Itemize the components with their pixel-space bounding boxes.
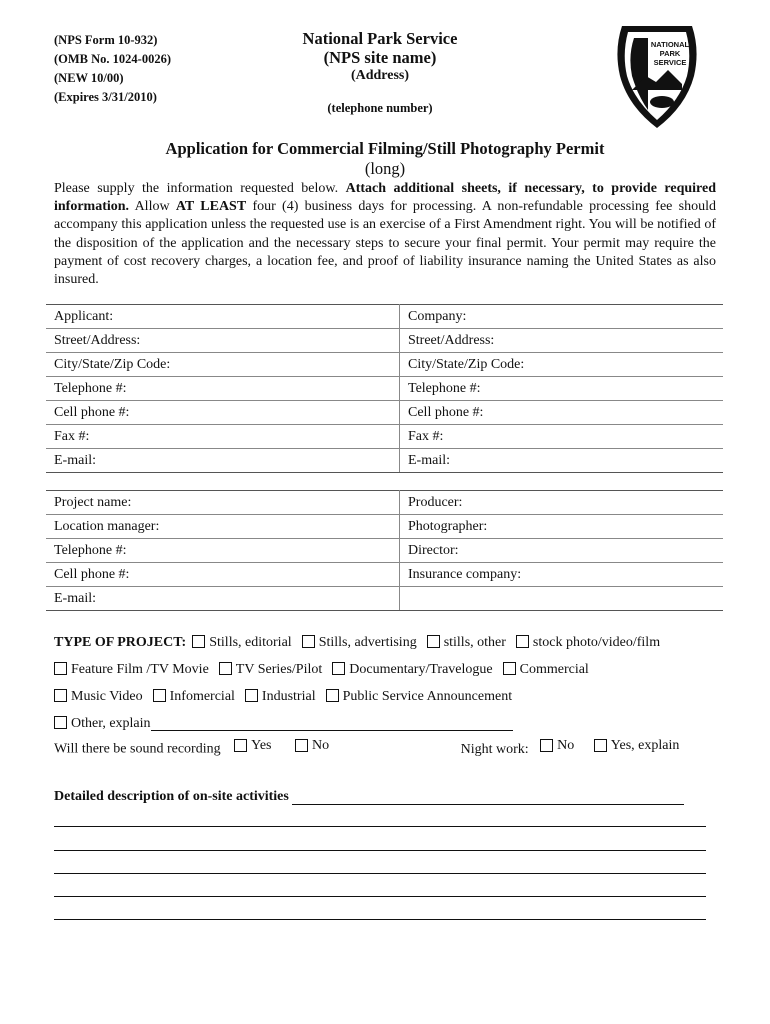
option-label: Stills, editorial: [209, 634, 292, 650]
right-field[interactable]: [400, 587, 724, 611]
project-row-1: [54, 629, 744, 656]
sound-night-row: [54, 738, 754, 758]
night-yes[interactable]: [594, 738, 680, 754]
checkbox[interactable]: [427, 635, 440, 648]
option-label: Commercial: [519, 661, 589, 677]
table-row: [46, 587, 723, 611]
checkbox[interactable]: [295, 739, 308, 752]
form-meta: [54, 31, 171, 107]
option-label: Stills, advertising: [318, 634, 417, 650]
nps-arrowhead-logo: [612, 20, 702, 132]
checkbox[interactable]: [516, 635, 529, 648]
agency-name: National Park Service: [302, 29, 458, 48]
option-label: stock photo/video/film: [532, 634, 661, 650]
intro-part-1: Please supply the information requested below.: [54, 181, 339, 196]
option-infomercial[interactable]: [153, 689, 235, 705]
checkbox[interactable]: [594, 739, 607, 752]
table-row: [46, 491, 723, 515]
checkbox[interactable]: [332, 662, 345, 675]
option-label: Other, explain: [71, 715, 151, 731]
revision: (NEW 10/00): [54, 71, 124, 85]
option-stills-other[interactable]: [427, 635, 506, 651]
checkbox[interactable]: [245, 689, 258, 702]
checkbox[interactable]: [234, 739, 247, 752]
right-field[interactable]: Company:: [400, 305, 724, 329]
option-stock[interactable]: [516, 635, 660, 651]
left-field[interactable]: Applicant:: [46, 305, 400, 329]
left-field[interactable]: Telephone #:: [46, 377, 400, 401]
option-industrial[interactable]: [245, 689, 316, 705]
left-field[interactable]: Telephone #:: [46, 539, 400, 563]
table-row: [46, 401, 723, 425]
type-of-project-label: TYPE OF PROJECT:: [54, 634, 187, 650]
table-row: [46, 425, 723, 449]
option-stills-editorial[interactable]: [192, 635, 291, 651]
option-label: No: [311, 738, 330, 753]
left-field[interactable]: Cell phone #:: [46, 401, 400, 425]
right-field[interactable]: Photographer:: [400, 515, 724, 539]
option-label: Yes, explain: [610, 738, 680, 753]
checkbox[interactable]: [219, 662, 232, 675]
right-field[interactable]: City/State/Zip Code:: [400, 353, 724, 377]
description-label-text: Detailed description of on-site activities: [54, 789, 289, 804]
option-label: Documentary/Travelogue: [349, 661, 493, 677]
address: (Address): [350, 68, 410, 83]
logo-line-3: SERVICE: [653, 58, 687, 67]
checkbox[interactable]: [153, 689, 166, 702]
left-field[interactable]: City/State/Zip Code:: [46, 353, 400, 377]
logo-line-1: NATIONAL: [650, 40, 690, 49]
right-field[interactable]: Fax #:: [400, 425, 724, 449]
option-stills-advertising[interactable]: [302, 635, 417, 651]
option-label: TV Series/Pilot: [235, 661, 323, 677]
checkbox[interactable]: [192, 635, 205, 648]
option-label: stills, other: [443, 634, 506, 650]
logo-line-2: PARK: [659, 49, 681, 58]
checkbox[interactable]: [540, 739, 553, 752]
table-row: [46, 377, 723, 401]
description-line[interactable]: [54, 826, 706, 827]
table-row: [46, 563, 723, 587]
checkbox[interactable]: [54, 662, 67, 675]
option-documentary[interactable]: [332, 662, 492, 678]
description-line[interactable]: [54, 919, 706, 920]
description-first-line[interactable]: [292, 790, 684, 805]
left-field[interactable]: Fax #:: [46, 425, 400, 449]
left-field[interactable]: E-mail:: [46, 449, 400, 473]
project-row-4: [54, 710, 744, 737]
left-field[interactable]: Location manager:: [46, 515, 400, 539]
table-row: [46, 305, 723, 329]
table-row: [46, 515, 723, 539]
type-of-project: [54, 629, 744, 737]
right-field[interactable]: Insurance company:: [400, 563, 724, 587]
table-row: [46, 353, 723, 377]
right-field[interactable]: Producer:: [400, 491, 724, 515]
night-no[interactable]: [540, 738, 574, 754]
form-number: (NPS Form 10-932): [54, 33, 158, 47]
night-work-label: Night work:: [460, 741, 529, 757]
project-table: [46, 490, 723, 611]
option-label: Music Video: [71, 688, 143, 704]
right-field[interactable]: Director:: [400, 539, 724, 563]
intro-part-5: four (4) business days for processing. A non-refundable processing fee should accompany this application unless the requested use is an exercise of a First Amendment right. You will be notified of the disposition of the application and the necessary steps to secure your final permit. Your permit may require the payment of cost recovery charges, a location fee, and proof of liability insurance naming the United States as also insured.: [54, 199, 717, 288]
form-subtitle: (long): [364, 159, 406, 178]
checkbox[interactable]: [54, 689, 67, 702]
sound-yes[interactable]: [234, 738, 271, 754]
option-label: Feature Film /TV Movie: [71, 661, 209, 677]
option-label: No: [557, 738, 575, 753]
option-label: Industrial: [261, 688, 316, 704]
left-field[interactable]: Cell phone #:: [46, 563, 400, 587]
checkbox[interactable]: [302, 635, 315, 648]
sound-no[interactable]: [295, 738, 329, 754]
applicant-table: [46, 304, 723, 473]
description-line[interactable]: [54, 850, 706, 851]
option-music-video[interactable]: [54, 689, 143, 705]
option-tv-series[interactable]: [219, 662, 322, 678]
option-other[interactable]: [54, 716, 151, 732]
option-label: Yes: [251, 738, 272, 753]
checkbox[interactable]: [503, 662, 516, 675]
description-line[interactable]: [54, 896, 706, 897]
right-field[interactable]: Cell phone #:: [400, 401, 724, 425]
checkbox[interactable]: [326, 689, 339, 702]
project-row-2: [54, 656, 744, 683]
site-name: (NPS site name): [323, 48, 437, 67]
intro-part-4: AT LEAST: [175, 199, 247, 215]
expires: (Expires 3/31/2010): [54, 90, 157, 104]
other-explain-field[interactable]: [151, 716, 513, 731]
sound-question: Will there be sound recording: [54, 741, 221, 757]
right-field[interactable]: E-mail:: [400, 449, 724, 473]
intro-part-2: Attach additional sheets, if necessary, to provide required information.: [54, 181, 717, 215]
description-label: [54, 789, 684, 805]
right-field[interactable]: Street/Address:: [400, 329, 724, 353]
right-field[interactable]: Telephone #:: [400, 377, 724, 401]
checkbox[interactable]: [54, 716, 67, 729]
table-row: [46, 449, 723, 473]
left-field[interactable]: Project name:: [46, 491, 400, 515]
telephone: (telephone number): [327, 101, 433, 115]
option-label: Infomercial: [169, 688, 235, 704]
description-line[interactable]: [54, 873, 706, 874]
option-commercial[interactable]: [503, 662, 589, 678]
omb-number: (OMB No. 1024-0026): [54, 52, 171, 66]
intro-paragraph: [54, 180, 716, 289]
left-field[interactable]: E-mail:: [46, 587, 400, 611]
intro-part-3: Allow: [134, 199, 170, 215]
option-label: Public Service Announcement: [342, 688, 513, 704]
option-feature-film[interactable]: [54, 662, 209, 678]
project-row-3: [54, 683, 744, 710]
left-field[interactable]: Street/Address:: [46, 329, 400, 353]
form-title: Application for Commercial Filming/Still Photography Permit: [165, 139, 605, 158]
table-row: [46, 539, 723, 563]
option-psa[interactable]: [326, 689, 513, 705]
table-row: [46, 329, 723, 353]
